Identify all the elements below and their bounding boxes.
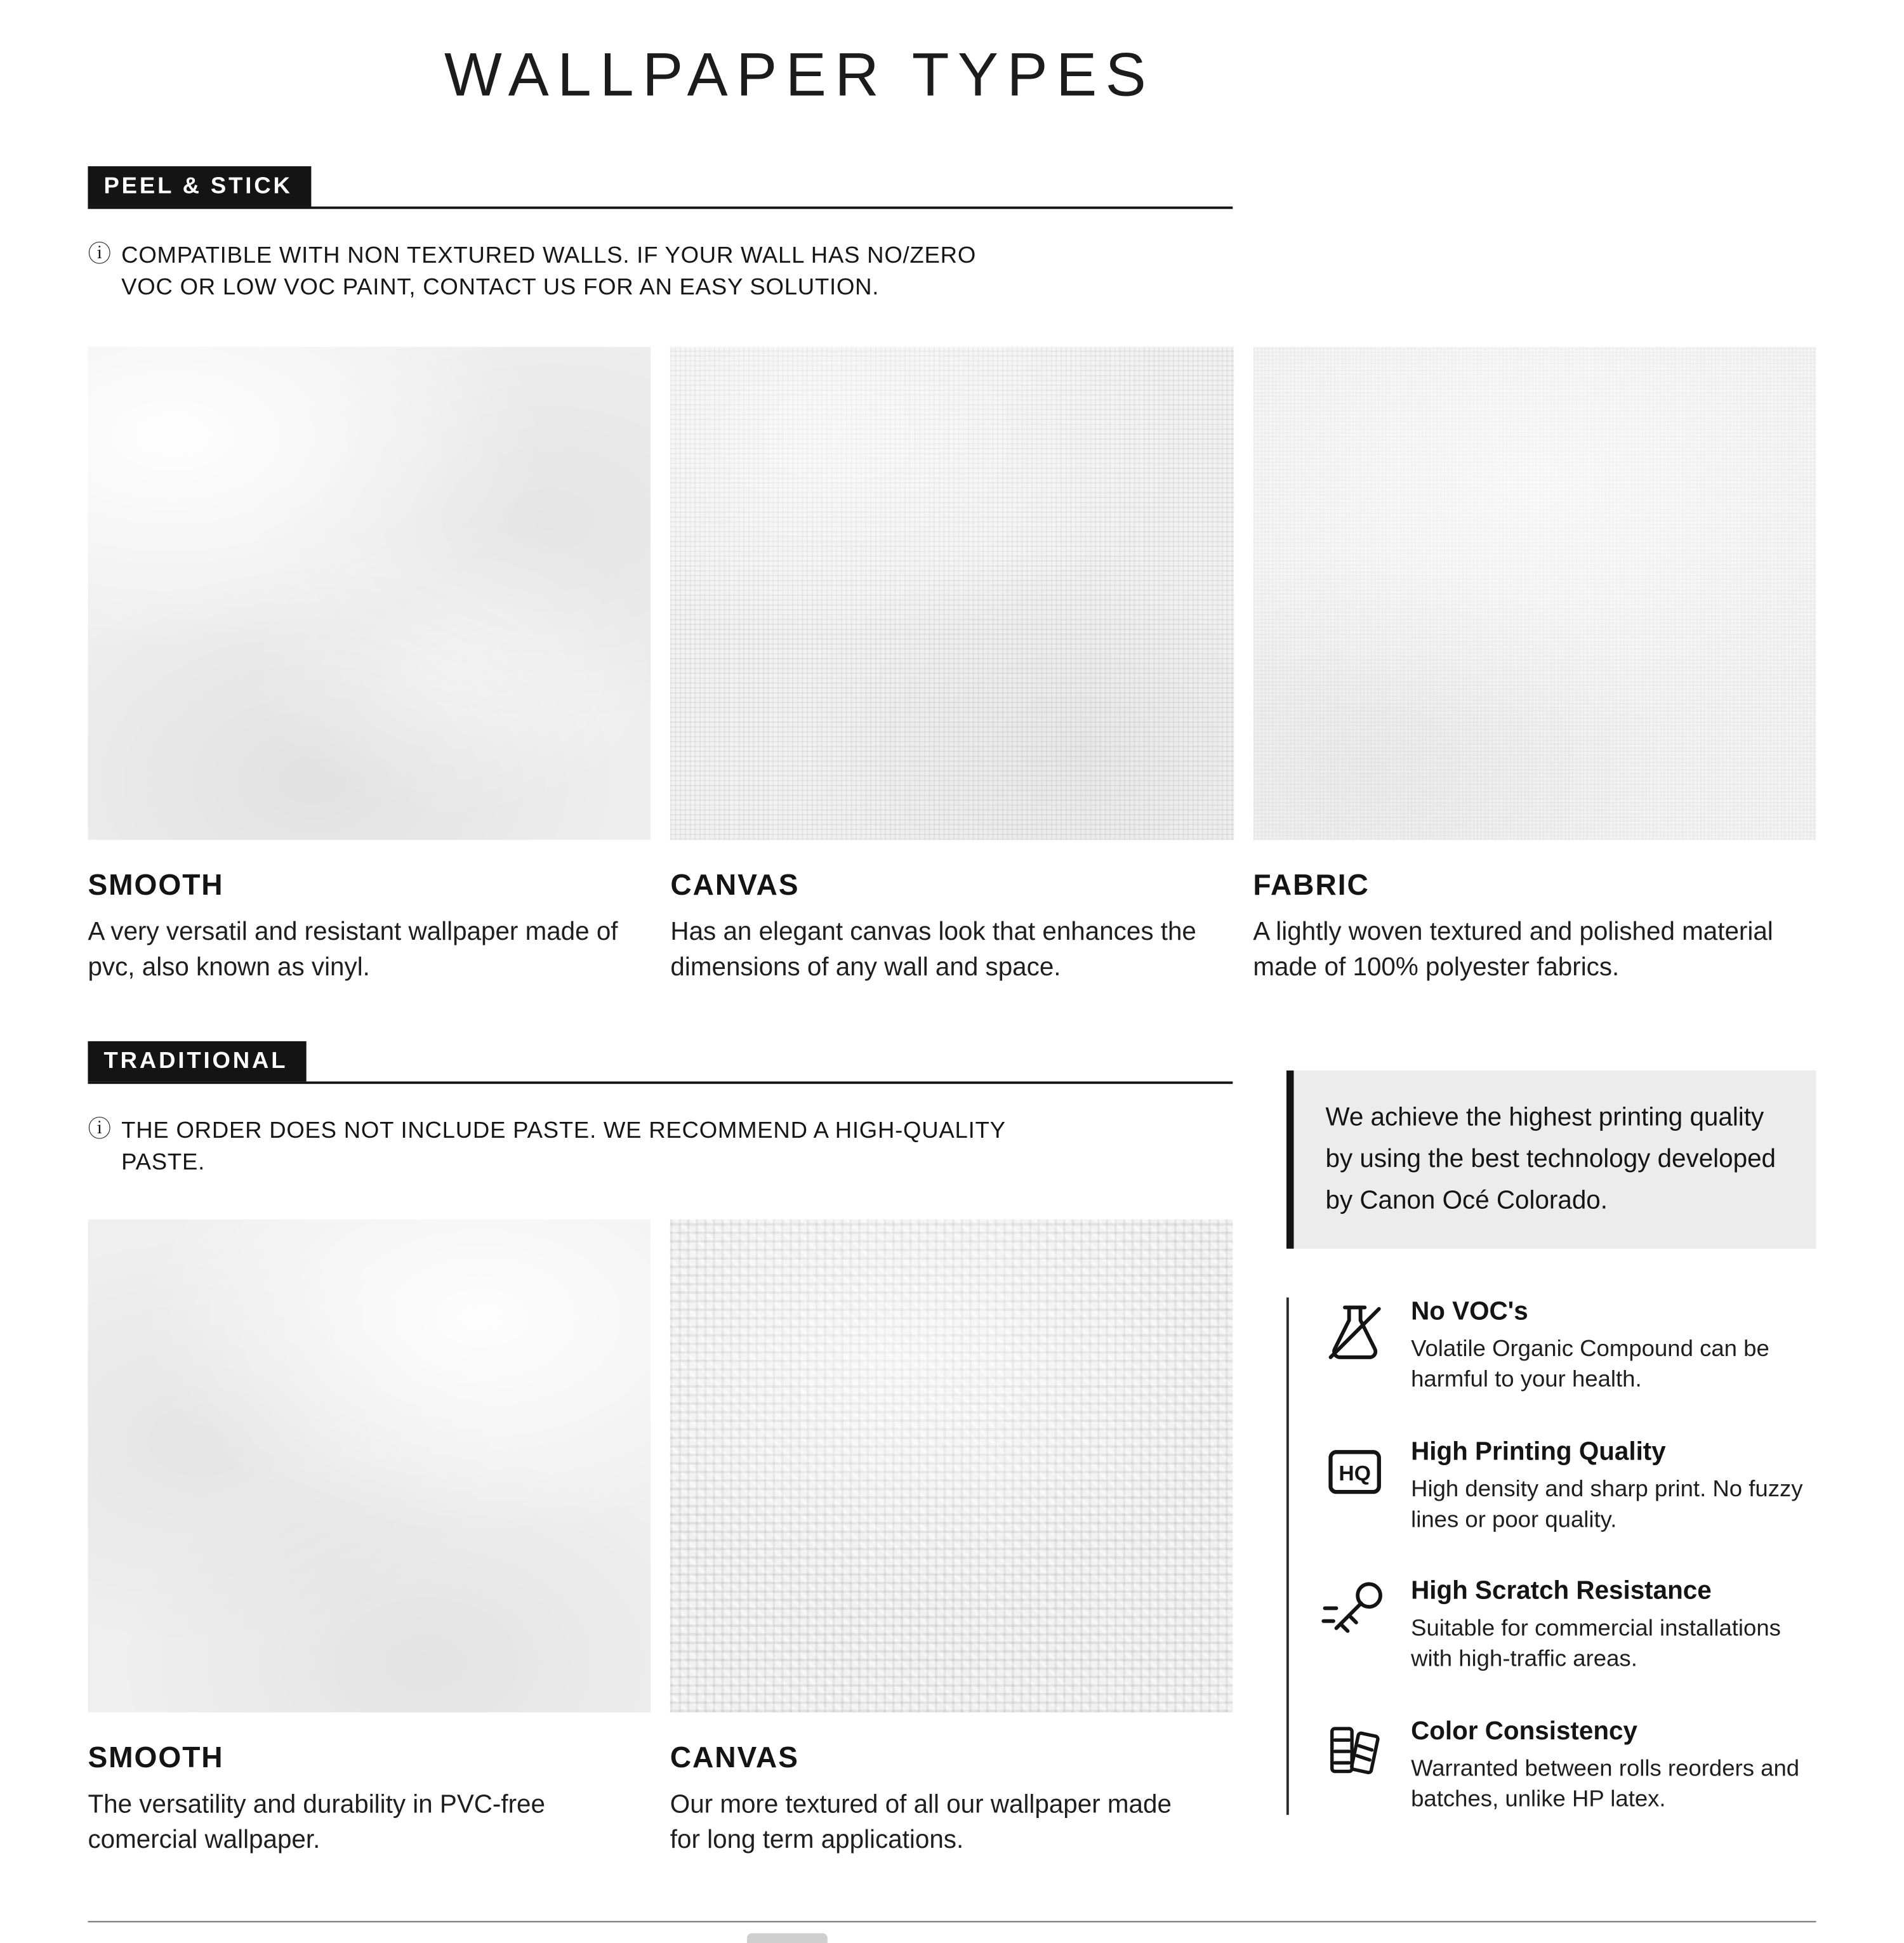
swatch-card-fabric [1253,347,1816,985]
quality-column [1286,1070,1816,1815]
feature-text [1411,1437,1814,1536]
swatch-name: SMOOTH [88,1742,224,1775]
feature-title: High Printing Quality [1411,1437,1666,1466]
feature-description: Warranted between rolls reorders and batches, unlike HP latex. [1411,1756,1800,1813]
wallpaper-types-page [0,39,1904,1943]
swatch-description: A very versatil and resistant wallpaper made of pvc, also known as vinyl. [88,918,618,981]
info-icon: ⓘ [88,1117,112,1143]
feature-title: High Scratch Resistance [1411,1577,1712,1605]
note-line-2: VOC OR LOW VOC PAINT, CONTACT US FOR AN EASY SOLUTION. [121,274,880,300]
peel-and-stick-swatches [88,347,1816,985]
feature-high-scratch-resistance [1321,1577,1816,1675]
smooth-texture-image [88,1220,651,1713]
feature-text [1411,1577,1814,1675]
feature-description: Volatile Organic Compound can be harmful to your health. [1411,1336,1769,1393]
note-line-1: COMPATIBLE WITH NON TEXTURED WALLS. IF YOUR WALL HAS NO/ZERO [121,243,977,269]
swatch-name: CANVAS [670,1742,799,1775]
svg-text:HQ: HQ [1339,1461,1371,1485]
feature-color-consistency [1321,1717,1816,1815]
feature-no-voc [1321,1298,1816,1396]
fabric-texture-image [1253,347,1816,840]
no-voc-icon [1321,1298,1389,1366]
cropped-element [747,1933,828,1943]
swatch-card-canvas [670,347,1233,985]
feature-title: No VOC's [1411,1297,1528,1326]
swatch-name: SMOOTH [88,869,224,903]
swatch-description: A lightly woven textured and polished material made of 100% polyester fabrics. [1253,918,1773,981]
note-text [121,240,976,303]
footer-divider [88,1921,1816,1922]
swatch-name: FABRIC [1253,869,1370,903]
peel-and-stick-note [88,240,1816,303]
lower-section [88,985,1816,1857]
swatch-card-smooth-traditional [88,1220,651,1857]
note-line-1: THE ORDER DOES NOT INCLUDE PASTE. WE RECOMMEND A HIGH-QUALITY PASTE. [121,1117,1006,1175]
traditional-header [88,1041,1233,1084]
hq-icon [1321,1437,1389,1506]
smooth-texture-image [88,347,651,840]
feature-text [1411,1298,1814,1396]
swatch-description: The versatility and durability in PVC-free comercial wallpaper. [88,1791,545,1854]
features-list [1286,1298,1816,1815]
peel-and-stick-header [88,166,1233,209]
swatch-card-canvas-traditional [670,1220,1233,1857]
page-title: WALLPAPER TYPES [444,40,1155,109]
feature-description: High density and sharp print. No fuzzy lines or poor quality. [1411,1476,1803,1533]
swatch-card-smooth [88,347,651,985]
traditional-note [88,1116,1233,1178]
scratch-resistance-icon [1321,1577,1389,1645]
color-consistency-icon [1321,1717,1389,1786]
canvas-texture-image [670,1220,1233,1713]
peel-and-stick-badge: PEEL & STICK [88,166,310,206]
info-icon: ⓘ [88,242,112,268]
traditional-badge: TRADITIONAL [88,1041,306,1081]
infographic-canvas [0,39,1904,1943]
swatch-description: Our more textured of all our wallpaper made for long term applications. [670,1791,1172,1854]
feature-title: Color Consistency [1411,1716,1637,1745]
traditional-swatches [88,1220,1233,1857]
canvas-texture-image [670,347,1233,840]
swatch-name: CANVAS [670,869,800,903]
feature-description: Suitable for commercial installations with high-traffic areas. [1411,1616,1781,1673]
traditional-section [88,985,1233,1857]
feature-text [1411,1717,1814,1815]
note-text [121,1116,1049,1178]
quality-statement-box: We achieve the highest printing quality by using the best technology developed by Canon Océ Colorado. [1286,1070,1816,1249]
feature-high-printing-quality [1321,1437,1816,1536]
swatch-description: Has an elegant canvas look that enhances the dimensions of any wall and space. [670,918,1196,981]
